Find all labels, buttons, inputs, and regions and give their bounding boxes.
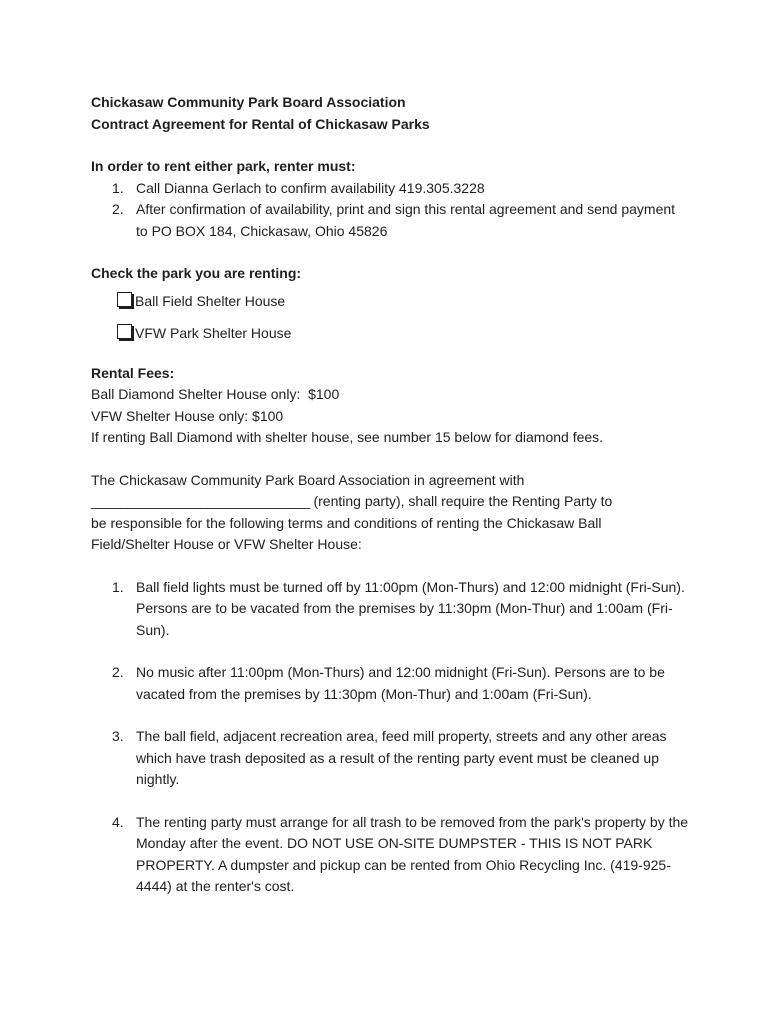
renting-party-blank[interactable]: ______________________________: [91, 493, 310, 509]
park-option-label: VFW Park Shelter House: [135, 324, 292, 341]
list-text: After confirmation of availability, print and sign this rental agreement and send payment to PO BOX 184, Chickasaw, Ohio 45826: [136, 201, 676, 239]
park-option-ball-field[interactable]: [91, 285, 691, 317]
agreement-line: The Chickasaw Community Park Board Association in agreement with: [91, 471, 525, 488]
list-number: 4.: [112, 813, 124, 830]
list-number: 1.: [112, 179, 124, 196]
list-item: [91, 812, 691, 898]
spacer: [91, 135, 691, 156]
list-item: [91, 577, 691, 642]
list-text: Call Dianna Gerlach to confirm availability 419.305.3228: [136, 179, 485, 196]
agreement-line: be responsible for the following terms and conditions of renting the Chickasaw Ball: [91, 514, 602, 531]
list-text: The renting party must arrange for all trash to be removed from the park's property by the Monday after the event. DO NOT USE ON-SITE DUMPSTER - THIS IS NOT PARK PROPERTY. A dumpster and pickup can be rented from Ohio Recycling Inc. (419-925-4444) at the renter's cost.: [136, 813, 689, 894]
agreement-text: (renting party), shall require the Renting Party to: [309, 493, 613, 509]
list-number: 2.: [112, 664, 124, 680]
parks-heading: Check the park you are renting:: [91, 265, 302, 281]
list-item: [91, 726, 691, 791]
list-text: The ball field, adjacent recreation area, feed mill property, streets and any other areas which have trash deposited as a result of the renting party event must be cleaned up nightly.: [136, 728, 667, 787]
list-item: [91, 662, 691, 705]
fee-line: VFW Shelter House only: $100: [91, 407, 284, 424]
fees-heading: Rental Fees:: [91, 364, 175, 381]
list-item: [91, 178, 691, 200]
checkbox-icon[interactable]: [117, 324, 132, 339]
agreement-line: [91, 491, 691, 513]
list-number: 2.: [112, 201, 124, 217]
spacer: [91, 556, 691, 577]
steps-heading: In order to rent either park, renter must:: [91, 158, 356, 174]
list-text: Ball field lights must be turned off by 11:00pm (Mon-Thurs) and 12:00 midnight (Fri-Sun). Persons are to be vacated from the premises by 11:30pm (Mon-Thur) and 1:00am (Fri-Sun).: [136, 578, 685, 638]
park-option-vfw[interactable]: [91, 317, 691, 349]
list-number: 3.: [112, 728, 124, 744]
terms-list: [91, 577, 691, 898]
checkbox-icon[interactable]: [117, 292, 132, 307]
fee-line: If renting Ball Diamond with shelter house, see number 15 below for diamond fees.: [91, 429, 604, 445]
document-subtitle: Contract Agreement for Rental of Chickasaw Parks: [91, 115, 430, 132]
spacer: [91, 449, 691, 470]
list-item: [91, 199, 691, 242]
spacer: [91, 242, 691, 263]
list-number: 1.: [112, 578, 124, 595]
list-text: No music after 11:00pm (Mon-Thurs) and 12:00 midnight (Fri-Sun). Persons are to be vacated from the premises by 11:30pm (Mon-Thur) and 1:00am (Fri-Sun).: [136, 664, 665, 702]
park-option-label: Ball Field Shelter House: [135, 292, 286, 309]
agreement-line: Field/Shelter House or VFW Shelter House:: [91, 536, 362, 552]
steps-list: [91, 178, 691, 243]
document-page: [91, 92, 691, 919]
document-title: Chickasaw Community Park Board Association: [91, 94, 406, 110]
fee-line: Ball Diamond Shelter House only: $100: [91, 386, 340, 402]
spacer: [91, 349, 691, 363]
